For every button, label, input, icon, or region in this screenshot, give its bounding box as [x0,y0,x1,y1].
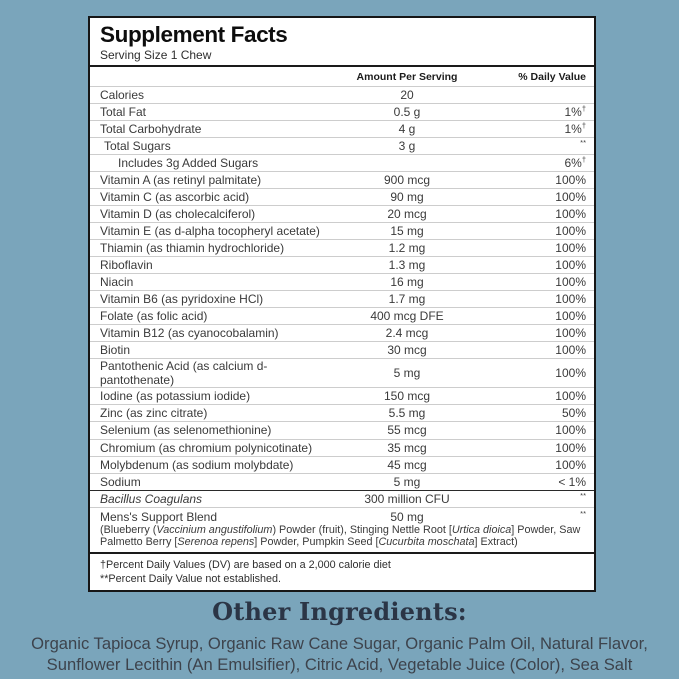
blend-text: ] Powder, Pumpkin Seed [ [254,535,379,548]
row-amount: 5 mg [393,366,421,381]
row-name: Molybdenum (as sodium molybdate) [100,457,294,472]
row-name: Total Sugars [104,138,171,153]
row-amount: 90 mg [390,189,424,204]
row-amount: 2.4 mcg [385,326,429,341]
table-row [90,273,594,290]
row-amount: 0.5 g [393,104,421,119]
table-row [90,86,594,103]
row-dv: 100% [555,440,586,455]
footnote-line: †Percent Daily Values (DV) are based on a 2,000 calorie diet [100,559,391,572]
row-amount: 20 mcg [387,206,427,221]
footnotes [90,552,594,590]
row-amount: 4 g [398,121,416,136]
row-name: Biotin [100,343,131,358]
table-row [90,188,594,205]
panel-title: Supplement Facts [100,22,288,47]
blend-botanical-name: Vaccinium angustifolium [156,523,273,536]
row-name: Total Fat [100,104,147,119]
row-amount: 45 mcg [387,457,427,472]
row-amount: 1.3 mg [388,258,426,273]
blend-botanical-name: Cucurbita moschata [378,535,475,548]
row-dv: 100% [555,309,586,324]
table-row [90,307,594,324]
row-name: Vitamin C (as ascorbic acid) [100,189,250,204]
row-dv: 100% [555,224,586,239]
row-dv: ** [580,490,586,500]
row-dv: < 1% [558,474,586,489]
row-dv: 100% [555,258,586,273]
row-name: Selenium (as selenomethionine) [100,423,272,438]
row-dv: 100% [555,343,586,358]
row-dv: 100% [555,206,586,221]
row-amount: 1.2 mg [388,241,426,256]
table-row [90,473,594,490]
row-dv: 100% [555,275,586,290]
row-amount: 400 mcg DFE [370,309,444,324]
row-dv: 1%† [564,120,586,136]
row-name: Vitamin A (as retinyl palmitate) [100,172,262,187]
row-amount: 5.5 mg [388,406,426,421]
table-row [90,222,594,239]
column-header-amount: Amount Per Serving [356,70,458,83]
blend-botanical-name: Serenoa repens [177,535,255,548]
row-dv: 100% [555,366,586,381]
facts-rows [90,86,594,507]
table-row [90,439,594,456]
row-name: Thiamin (as thiamin hydrochloride) [100,241,285,256]
row-name: Mens's Support Blend [100,509,218,524]
row-name: Total Carbohydrate [100,121,202,136]
table-row [90,120,594,137]
row-dv: 100% [555,172,586,187]
table-row [90,387,594,404]
row-dv: 100% [555,292,586,307]
row-dv: ** [580,508,586,518]
row-name: Includes 3g Added Sugars [118,155,259,170]
row-dv: 1%† [564,103,586,119]
row-amount: 3 g [398,138,416,153]
table-row [90,239,594,256]
row-dv: 100% [555,457,586,472]
table-row [90,358,594,387]
other-ingredients-section [0,597,679,675]
row-amount: 150 mcg [383,389,431,404]
table-row [90,256,594,273]
row-amount: 300 million CFU [364,491,450,506]
row-dv: 100% [555,189,586,204]
blend-text: (Blueberry ( [100,523,157,536]
row-amount: 35 mcg [387,440,427,455]
row-name: Vitamin B12 (as cyanocobalamin) [100,326,279,341]
row-name: Vitamin E (as d-alpha tocopheryl acetate) [100,224,320,239]
table-row [90,490,594,507]
row-name: Bacillus Coagulans [100,491,203,506]
row-name: Sodium [100,474,141,489]
table-row [90,341,594,358]
row-dv: 6%† [564,154,586,170]
supplement-facts-panel [88,16,596,592]
row-amount: 20 [400,87,414,102]
row-dv: ** [580,137,586,147]
other-ingredients-line: Sunflower Lecithin (An Emulsifier), Citric Acid, Vegetable Juice (Color), Sea Salt [46,655,633,675]
row-amount: 5 mg [393,474,421,489]
table-row [90,324,594,341]
row-amount: 900 mcg [383,172,431,187]
blend-row-top [100,510,586,524]
table-row [90,103,594,120]
row-amount: 50 mg [390,509,424,524]
table-row [90,205,594,222]
table-row [90,421,594,438]
row-dv: 100% [555,423,586,438]
row-name: Folate (as folic acid) [100,309,208,324]
row-name: Chromium (as chromium polynicotinate) [100,440,313,455]
column-header-dv: % Daily Value [518,70,586,83]
row-name: Niacin [100,275,134,290]
blend-text: ] Powder, Saw Palmetto Berry [ [100,523,581,548]
table-row [90,456,594,473]
row-name: Pantothenic Acid (as calcium d-pantothenate) [100,359,268,388]
blend-text: ) Powder (fruit), Stinging Nettle Root [ [272,523,452,536]
serving-size: Serving Size 1 Chew [100,47,212,62]
row-amount: 16 mg [390,275,424,290]
column-header-row [90,67,594,86]
blend-row [90,507,594,552]
row-dv: 100% [555,389,586,404]
row-name: Vitamin B6 (as pyridoxine HCl) [100,292,264,307]
row-amount: 55 mcg [387,423,427,438]
footnote-line: **Percent Daily Value not established. [100,572,282,585]
table-row [90,171,594,188]
row-dv: 100% [555,241,586,256]
other-ingredients-line: Organic Tapioca Syrup, Organic Raw Cane Sugar, Organic Palm Oil, Natural Flavor, [31,634,648,653]
blend-text: ] Extract) [474,535,518,548]
row-dv: 50% [561,406,586,421]
row-name: Zinc (as zinc citrate) [100,406,208,421]
table-row [90,290,594,307]
row-amount: 30 mcg [387,343,427,358]
other-ingredients-heading: Other Ingredients: [212,597,467,626]
panel-header [90,18,594,65]
blend-botanical-name: Urtica dioica [451,523,512,536]
table-row [90,404,594,421]
row-amount: 15 mg [390,224,424,239]
row-name: Vitamin D (as cholecalciferol) [100,206,256,221]
row-amount: 1.7 mg [388,292,426,307]
table-row [90,137,594,154]
row-name: Riboflavin [100,258,153,273]
table-row [90,154,594,171]
other-ingredients-text [0,633,679,675]
row-name: Calories [100,87,145,102]
row-dv: 100% [555,326,586,341]
blend-description [100,524,586,548]
row-name: Iodine (as potassium iodide) [100,389,251,404]
